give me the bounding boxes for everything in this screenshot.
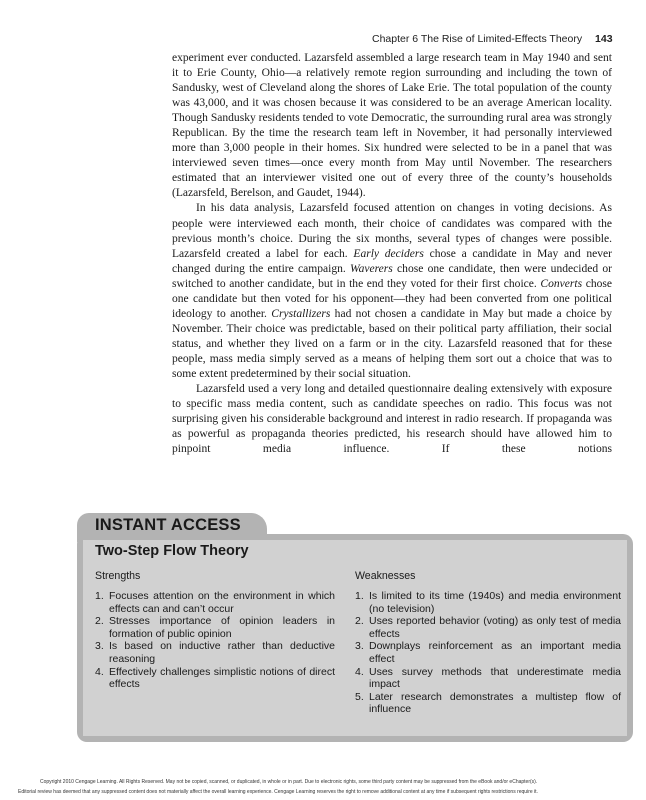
text-run: chose one candidate but then voted for his opponent—they had been converted from one political ideology to another. — [172, 277, 612, 320]
weaknesses-list — [355, 590, 621, 716]
item-number: 2. — [355, 615, 364, 628]
body-text — [172, 51, 612, 457]
weaknesses-item — [355, 615, 621, 640]
copyright-line: Copyright 2010 Cengage Learning. All Rights Reserved. May not be copied, scanned, or duplicated, in whole or in part. Due to electronic rights, some third party content may be suppressed from the eBook and/or eChapter(s). — [40, 779, 538, 785]
weaknesses-column — [355, 570, 621, 716]
item-number: 4. — [355, 665, 364, 678]
strengths-column — [95, 570, 335, 691]
item-text: Downplays reinforcement as an important media effect — [369, 640, 621, 665]
item-number: 1. — [95, 590, 104, 602]
text-run: chose one candidate, then were undecided or switched to another candidate, but in the end they voted for their first choice. — [172, 262, 612, 290]
term-italic: Crystallizers — [271, 307, 331, 320]
item-text: Later research demonstrates a multistep flow of influence — [369, 690, 621, 716]
weaknesses-item — [355, 640, 621, 665]
item-text: Is limited to its time (1940s) and media environment (no television) — [369, 590, 621, 615]
item-text: Uses survey methods that underestimate media impact — [369, 665, 621, 691]
strengths-heading: Strengths — [95, 570, 141, 582]
weaknesses-heading: Weaknesses — [355, 570, 416, 582]
paragraph-1: experiment ever conducted. Lazarsfeld assembled a large research team in May 1940 and sent it to Erie County, Ohio—a relatively remote region surrounding and including the town of Sandusky, west of Cleveland along the shores of Lake Erie. The total population of the county was 43,000, and it was chosen because it was considered to be an average American locality. Though Sandusky residents tended to vote Democratic, the surrounding rural area was strongly Republican. By the time the research team left in November, it had personally interviewed more than 3,000 people in their homes. Six hundred were selected to be in a panel that was interviewed seven times—once every month from May until November. The researchers estimated that an interviewer visited one out of every three of the county’s households (Lazarsfeld, Berelson, and Gaudet, 1944). — [172, 52, 612, 200]
item-number: 5. — [355, 690, 364, 703]
weaknesses-item — [355, 666, 621, 691]
item-text: Stresses importance of opinion leaders in formation of public opinion — [109, 615, 335, 640]
strengths-item — [95, 590, 335, 615]
item-text: Uses reported behavior (voting) as only test of media effects — [369, 615, 621, 640]
term-italic: Converts — [540, 277, 583, 290]
item-number: 1. — [355, 590, 364, 602]
running-head — [372, 33, 612, 45]
item-number: 4. — [95, 665, 104, 678]
weaknesses-item — [355, 691, 621, 716]
instant-access-label: INSTANT ACCESS — [95, 516, 241, 534]
item-text: Focuses attention on the environment in which effects can and can’t occur — [109, 590, 335, 615]
term-italic: Waverers — [350, 262, 393, 275]
item-number: 3. — [95, 640, 104, 653]
strengths-item — [95, 666, 335, 691]
chapter-title: Chapter 6 The Rise of Limited-Effects Theory — [372, 33, 583, 45]
paragraph-3: Lazarsfeld used a very long and detailed questionnaire dealing extensively with exposure to specific mass media content, such as candidate speeches on radio. This focus was not surprising given his considerable background and interest in radio research. If propaganda was as powerful as propaganda theories predicted, his research should have allowed him to pinpoint media influence. If these notions — [172, 383, 612, 456]
text-run: In his data analysis, Lazarsfeld focused attention on changes in voting decisions. As people were interviewed each month, their choice of candidates was compared with the previous month’s choice. During the six months, several types of changes were possible. Lazarsfeld created a label for each. — [172, 202, 612, 260]
page-number: 143 — [595, 33, 613, 45]
strengths-item — [95, 615, 335, 640]
strengths-item — [95, 640, 335, 665]
term-italic: Early deciders — [353, 247, 424, 260]
item-number: 3. — [355, 640, 364, 653]
item-text: Is based on inductive rather than deductive reasoning — [109, 640, 335, 665]
text-run: had not chosen a candidate in May but made a choice by November. Their choice was predictable, based on their political party affiliation, their social status, and whether they lived on a farm or in the city. Lazarsfeld reasoned that for these people, mass media simply served as a means of helping them sort out a choice that was to some extent predetermined by their social situation. — [172, 307, 612, 380]
weaknesses-item — [355, 590, 621, 615]
paragraph-2 — [172, 201, 612, 382]
editorial-line: Editorial review has deemed that any suppressed content does not materially affect the overall learning experience. Cengage Learning reserves the right to remove additional content at any time if subsequent rights restrictions require it. — [18, 789, 538, 795]
strengths-list — [95, 590, 335, 691]
item-text: Effectively challenges simplistic notions of direct effects — [109, 665, 335, 691]
theory-title: Two-Step Flow Theory — [95, 543, 249, 559]
item-number: 2. — [95, 615, 104, 628]
text-run: chose a candidate in May and never changed during the entire campaign. — [172, 247, 612, 275]
